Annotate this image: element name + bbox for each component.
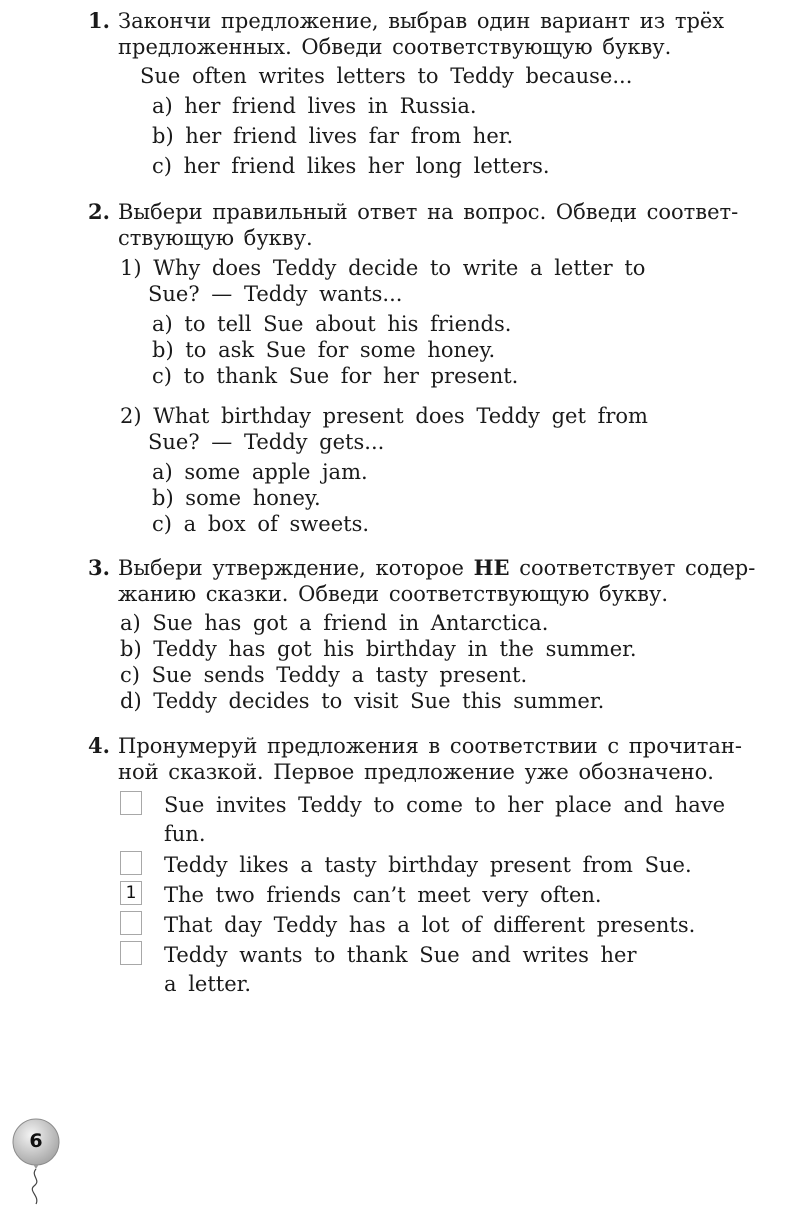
task-2-q2-option-a[interactable]: a) some apple jam. [152,460,368,484]
task-3-number: 3. [88,555,110,580]
task-4-number: 4. [88,733,110,758]
task-4-instruction-line-1: Пронумеруй предложения в соответствии с прочитан- [118,734,742,758]
task-2-q1-option-c[interactable]: c) to thank Sue for her present. [152,364,519,388]
task-3-option-d[interactable]: d) Teddy decides to visit Sue this summer. [120,689,605,713]
task-1-option-c[interactable]: c) her friend likes her long letters. [152,154,550,178]
task-3-option-a[interactable]: a) Sue has got a friend in Antarctica. [120,611,549,635]
task-2-instruction-line-2: ствующую букву. [118,226,313,250]
task-2-number: 2. [88,199,110,224]
task-1-number: 1. [88,8,110,33]
task-2-q1-option-b[interactable]: b) to ask Sue for some honey. [152,338,496,362]
numbering-box-filled[interactable]: 1 [120,881,142,905]
numbering-box[interactable] [120,851,142,875]
task-3-option-c[interactable]: c) Sue sends Teddy a tasty present. [120,663,528,687]
numbering-box[interactable] [120,941,142,965]
task-2-question-2-line-2: Sue? — Teddy gets... [148,430,385,454]
task-2-question-1-line-2: Sue? — Teddy wants... [148,282,403,306]
task-2-q1-option-a[interactable]: a) to tell Sue about his friends. [152,312,512,336]
task-4-item-5-line-1: Teddy wants to thank Sue and writes her [164,943,637,967]
task-3-instruction-bold: НЕ [473,555,510,580]
task-2-question-1-line-1: 1) Why does Teddy decide to write a letter to [120,256,646,280]
task-1-option-b[interactable]: b) her friend lives far from her. [152,124,514,148]
task-4-instruction-line-2: ной сказкой. Первое предложение уже обозначено. [118,760,714,784]
numbering-box[interactable] [120,911,142,935]
page-number: 6 [29,1130,43,1152]
task-4-item-1-line-2: fun. [164,822,206,846]
task-1-instruction-line-1: Закончи предложение, выбрав один вариант из трёх [118,9,725,33]
task-2-question-2-line-1: 2) What birthday present does Teddy get from [120,404,648,428]
task-4-item-3: The two friends can’t meet very often. [164,883,602,907]
task-1-prompt: Sue often writes letters to Teddy because... [140,64,633,88]
task-4-item-5-line-2: a letter. [164,972,252,996]
task-2-instruction-line-1: Выбери правильный ответ на вопрос. Обведи соответ- [118,200,739,224]
task-4-item-4: That day Teddy has a lot of different presents. [164,913,696,937]
task-3-instruction-post: соответствует содер- [509,556,756,580]
task-3-option-b[interactable]: b) Teddy has got his birthday in the summer. [120,637,637,661]
task-2-q2-option-b[interactable]: b) some honey. [152,486,321,510]
task-4-item-2: Teddy likes a tasty birthday present from Sue. [164,853,692,877]
task-3-instruction-pre: Выбери утверждение, которое [118,556,474,580]
task-2-q2-option-c[interactable]: c) a box of sweets. [152,512,370,536]
task-1-instruction-line-2: предложенных. Обведи соответствующую букву. [118,35,672,59]
task-4-item-1-line-1: Sue invites Teddy to come to her place and have [164,793,726,817]
task-3-instruction-line-1 [118,555,755,581]
numbering-box[interactable] [120,791,142,815]
task-1-option-a[interactable]: a) her friend lives in Russia. [152,94,477,118]
task-3-instruction-line-2: жанию сказки. Обведи соответствующую букву. [118,582,669,606]
